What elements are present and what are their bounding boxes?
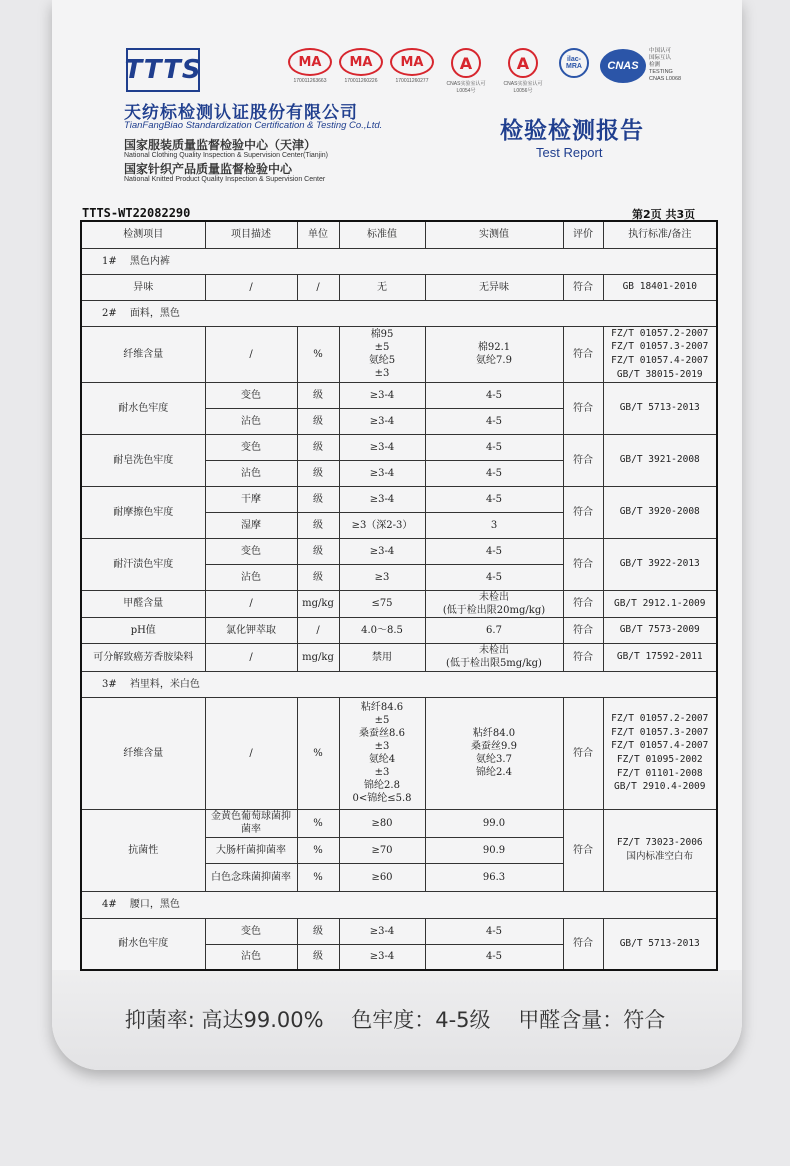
measured-cell: 4-5 [425,944,563,970]
test-results-table [80,220,718,971]
company-name-cn: 天纺标检测认证股份有限公司 [124,103,358,123]
item-cell: 耐汗渍色牢度 [81,538,205,590]
item-cell: 可分解致癌芳香胺染料 [81,643,205,671]
center2-name-cn: 国家针织产品质量监督检验中心 [124,162,293,176]
std-cell: ≥3-4 [339,382,425,408]
unit-cell: % [297,697,339,809]
std-line: ±5 [374,342,390,353]
center1-name-en: National Clothing Quality Inspection & Supervision Center(Tianjin) [124,152,329,159]
column-header: 项目描述 [205,221,297,248]
table-row [81,643,717,671]
eval-cell: 符合 [563,382,603,434]
unit-cell: % [297,809,339,837]
desc-cell: / [205,274,297,300]
std-cell: ≤75 [339,590,425,617]
section-row [81,300,717,326]
table-row [81,274,717,300]
desc-cell: 变色 [205,382,297,408]
measured-line: 粘纤84.0 [472,728,516,739]
unit-cell: 级 [297,408,339,434]
desc-cell: 沾色 [205,460,297,486]
eval-cell: 符合 [563,643,603,671]
cnas-line: CNAS L0068 [649,76,682,82]
report-title-en: Test Report [536,145,603,160]
unit-cell: 级 [297,564,339,590]
std-cell: ≥3-4 [339,538,425,564]
std-cell [339,697,425,809]
cal-mark [498,48,548,94]
desc-cell: / [205,643,297,671]
column-header: 实测值 [425,221,563,248]
unit-cell: 级 [297,382,339,408]
desc-cell: 沾色 [205,408,297,434]
table-header-row [81,221,717,248]
unit-cell: 级 [297,538,339,564]
unit-cell: % [297,326,339,382]
std-cell: ≥3-4 [339,434,425,460]
measured-cell: 4-5 [425,918,563,944]
ref-cell: GB/T 5713-2013 [603,918,717,970]
section-title: 1# 黑色内裤 [81,248,717,274]
desc-cell: 变色 [205,918,297,944]
cnas-text [649,48,681,83]
cma-mark-number: 170011260226 [344,78,378,84]
std-cell: ≥3-4 [339,408,425,434]
desc-cell: 湿摩 [205,512,297,538]
unit-cell: 级 [297,512,339,538]
certification-marks [288,48,681,94]
desc-cell: 干摩 [205,486,297,512]
item-cell: 耐水色牢度 [81,918,205,970]
desc-cell: / [205,590,297,617]
summary-caption: 抑菌率: 高达99.00% 色牢度：4-5级 甲醛含量：符合 [124,1008,666,1032]
desc-cell: 沾色 [205,564,297,590]
measured-cell: 4-5 [425,564,563,590]
table-row [81,486,717,512]
desc-cell: 大肠杆菌抑菌率 [205,837,297,863]
cma-mark-number: 170011260277 [395,78,429,84]
std-line: ±5 [374,715,390,726]
std-cell: 禁用 [339,643,425,671]
company-name-en: TianFangBiao Standardization Certification & Testing Co.,Ltd. [124,120,383,131]
measured-cell: 无异味 [425,274,563,300]
table-row [81,434,717,460]
cal-mark [441,48,491,94]
cma-mark-number: 170011263663 [293,78,327,84]
std-cell: ≥3 [339,564,425,590]
column-header: 检测项目 [81,221,205,248]
ref-line: FZ/T 73023-2006 [616,837,703,849]
cal-mark-number: CNAS实验室认可 L0056号 [503,81,543,94]
table-row [81,538,717,564]
ref-cell: GB/T 3921-2008 [603,434,717,486]
desc-cell: / [205,697,297,809]
ref-line: FZ/T 01057.2-2007 [611,713,709,725]
measured-cell [425,590,563,617]
cma-mark-label: MA [339,48,383,76]
report-number: TTTS-WT22082290 [82,206,191,220]
ref-line: FZ/T 01057.4-2007 [611,740,709,752]
measured-cell: 4-5 [425,408,563,434]
measured-line: 锦纶2.4 [476,767,512,778]
eval-cell: 符合 [563,590,603,617]
table-row [81,918,717,944]
std-cell: ≥3（深2-3） [339,512,425,538]
ref-line: GB/T 2910.4-2009 [613,781,706,793]
ref-line: 国内标准空白布 [626,851,693,862]
table-row [81,382,717,408]
measured-line: 棉92.1 [477,342,511,353]
report-header [52,0,742,200]
std-cell: 4.0～8.5 [339,617,425,643]
desc-cell: / [205,326,297,382]
table-row [81,590,717,617]
item-cell: 纤维含量 [81,697,205,809]
unit-cell: mg/kg [297,590,339,617]
section-title: 3# 裆里料，米白色 [81,671,717,697]
section-row [81,248,717,274]
cnas-line: 中国认可 [649,48,672,54]
eval-cell: 符合 [563,274,603,300]
eval-cell: 符合 [563,538,603,590]
measured-cell: 4-5 [425,382,563,408]
item-cell: 异味 [81,274,205,300]
ref-cell: GB/T 3922-2013 [603,538,717,590]
cnas-line: 检测 [649,62,661,68]
company-logo: TTTS [126,48,200,92]
measured-line: 未检出 [479,591,509,603]
section-row [81,671,717,697]
unit-cell: 级 [297,944,339,970]
std-line: ±3 [374,368,390,379]
unit-cell: 级 [297,486,339,512]
std-cell: ≥60 [339,863,425,891]
item-cell: pH值 [81,617,205,643]
measured-cell: 4-5 [425,538,563,564]
unit-cell: 级 [297,918,339,944]
measured-cell: 99.0 [425,809,563,837]
column-header: 单位 [297,221,339,248]
section-title: 4# 腰口，黑色 [81,891,717,918]
section-row [81,891,717,918]
std-cell: ≥3-4 [339,944,425,970]
measured-line: 氨纶7.9 [476,355,512,366]
std-line: 0<锦纶≤5.8 [352,793,412,804]
std-line: 桑蚕丝8.6 [359,728,405,739]
ref-line: FZ/T 01057.4-2007 [611,355,709,366]
column-header: 评价 [563,221,603,248]
measured-cell: 90.9 [425,837,563,863]
unit-cell: mg/kg [297,643,339,671]
eval-cell: 符合 [563,326,603,382]
unit-cell: 级 [297,434,339,460]
center1-name-cn: 国家服装质量监督检验中心（天津） [124,138,317,152]
std-cell: 无 [339,274,425,300]
cma-mark [339,48,383,84]
item-cell: 耐摩擦色牢度 [81,486,205,538]
measured-line: 氨纶3.7 [476,754,512,765]
unit-cell: / [297,617,339,643]
measured-cell [425,643,563,671]
cal-mark-number: CNAS实验室认可 L0054号 [446,81,486,94]
item-cell: 耐水色牢度 [81,382,205,434]
ref-line: FZ/T 01057.2-2007 [611,327,709,339]
eval-cell: 符合 [563,697,603,809]
std-cell: ≥3-4 [339,918,425,944]
std-line: ±3 [374,767,390,778]
ref-line: FZ/T 01095-2002 [616,754,703,765]
measured-cell: 6.7 [425,617,563,643]
ref-cell: GB/T 3920-2008 [603,486,717,538]
unit-cell: 级 [297,460,339,486]
ref-cell: GB/T 5713-2013 [603,382,717,434]
ilac-mra-label: ilac-MRA [559,48,589,78]
ilac-mra-mark [555,48,593,78]
std-cell: ≥80 [339,809,425,837]
measured-line: (低于检出限20mg/kg) [442,604,546,616]
measured-cell: 3 [425,512,563,538]
ref-line: FZ/T 01057.3-2007 [611,726,709,738]
report-title-cn: 检验检测报告 [500,117,644,144]
cma-mark [288,48,332,84]
measured-cell: 96.3 [425,863,563,891]
item-cell: 抗菌性 [81,809,205,891]
eval-cell: 符合 [563,486,603,538]
cal-mark-label: A [451,48,481,78]
item-cell: 耐皂洗色牢度 [81,434,205,486]
item-cell: 纤维含量 [81,326,205,382]
std-line: 氨纶4 [368,754,396,765]
section-title: 2# 面料，黑色 [81,300,717,326]
measured-line: 未检出 [479,645,509,656]
ref-cell [603,809,717,891]
desc-cell: 变色 [205,434,297,460]
cma-mark-label: MA [390,48,434,76]
cma-mark-label: MA [288,48,332,76]
cnas-line: 国际互认 [649,55,672,61]
measured-cell [425,697,563,809]
table-row [81,326,717,382]
measured-cell [425,326,563,382]
center2-name-en: National Knitted Product Quality Inspection & Supervision Center [124,176,326,183]
page-indicator: 第2页 共3页 [632,208,696,221]
measured-line: (低于检出限5mg/kg) [446,658,542,669]
std-cell: ≥3-4 [339,486,425,512]
ref-cell: GB/T 2912.1-2009 [603,590,717,617]
desc-cell: 金黄色葡萄球菌抑菌率 [205,809,297,837]
std-line: 棉95 [370,329,394,340]
unit-cell: % [297,837,339,863]
cnas-logo: CNAS [600,49,646,83]
ref-cell [603,697,717,809]
std-cell: ≥3-4 [339,460,425,486]
measured-cell: 4-5 [425,486,563,512]
column-header: 执行标准/备注 [603,221,717,248]
ref-cell: GB 18401-2010 [603,274,717,300]
std-line: 氨纶5 [368,355,396,366]
eval-cell: 符合 [563,617,603,643]
std-cell [339,326,425,382]
eval-cell: 符合 [563,918,603,970]
measured-line: 桑蚕丝9.9 [471,741,517,752]
cnas-mark [600,48,681,83]
ref-line: FZ/T 01101-2008 [616,767,703,779]
desc-cell: 变色 [205,538,297,564]
column-header: 标准值 [339,221,425,248]
ref-cell: GB/T 7573-2009 [603,617,717,643]
measured-cell: 4-5 [425,434,563,460]
desc-cell: 沾色 [205,944,297,970]
cnas-line: TESTING [649,69,673,75]
std-line: ±3 [374,741,390,752]
ref-line: FZ/T 01057.3-2007 [611,341,709,353]
std-line: 粘纤84.6 [360,702,404,713]
desc-cell: 白色念珠菌抑菌率 [205,863,297,891]
std-line: 锦纶2.8 [364,780,400,791]
unit-cell: / [297,274,339,300]
ref-cell [603,326,717,382]
desc-cell: 氯化钾萃取 [205,617,297,643]
ref-cell: GB/T 17592-2011 [603,643,717,671]
ref-line: GB/T 38015-2019 [616,368,703,380]
table-row [81,617,717,643]
cal-mark-label: A [508,48,538,78]
table-row [81,809,717,837]
eval-cell: 符合 [563,434,603,486]
table-row [81,697,717,809]
unit-cell: % [297,863,339,891]
item-cell: 甲醛含量 [81,590,205,617]
cma-mark [390,48,434,84]
measured-cell: 4-5 [425,460,563,486]
std-cell: ≥70 [339,837,425,863]
eval-cell: 符合 [563,809,603,891]
